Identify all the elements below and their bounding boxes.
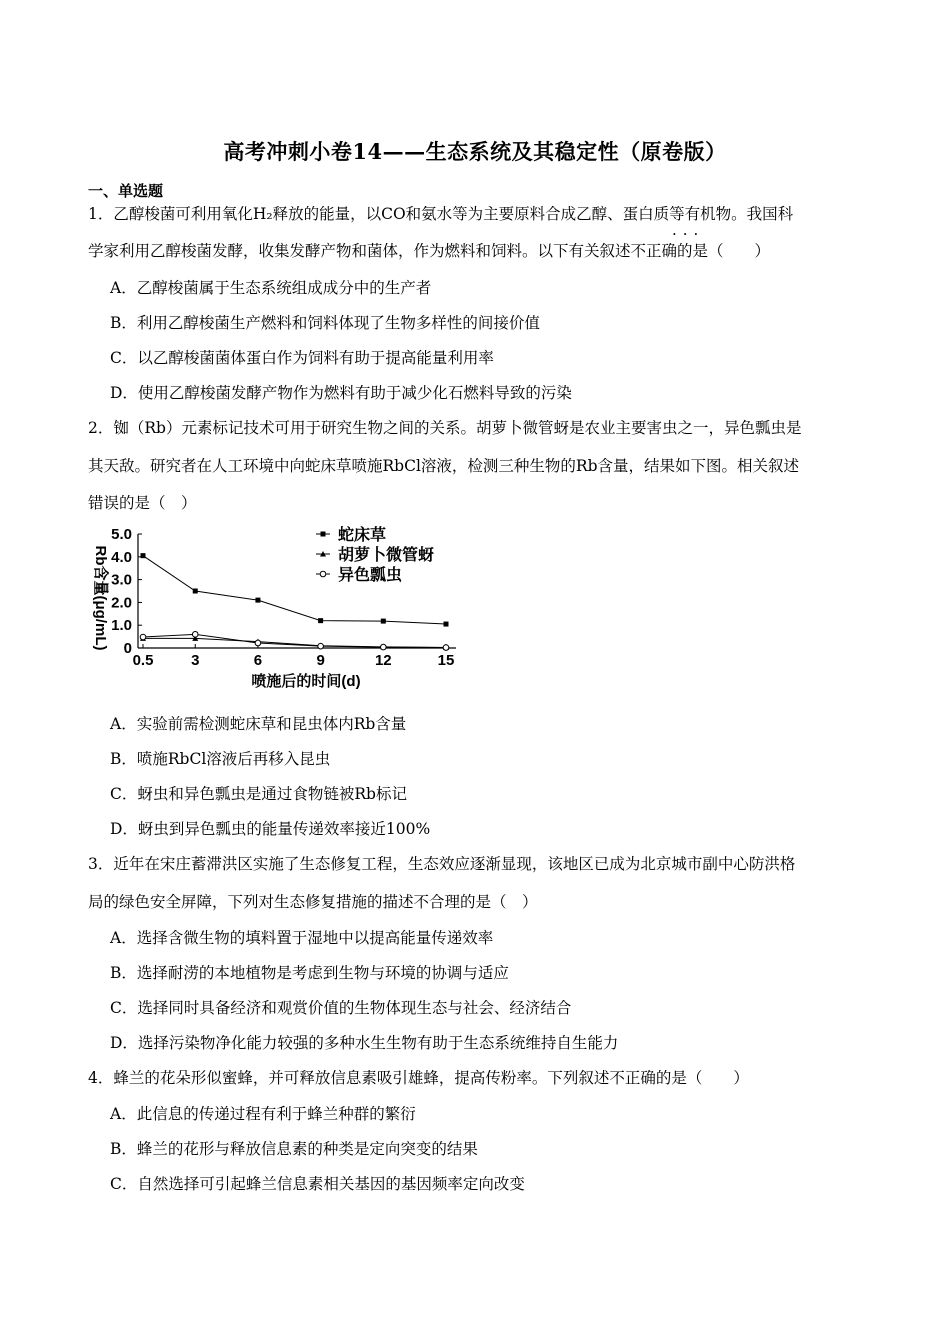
question-2-text-cont: 其天敌。研究者在人工环境中向蛇床草喷施RbCl溶液，检测三种生物的Rb含量，结果如下图。相关叙述 (88, 457, 800, 475)
data-point (255, 598, 260, 603)
x-axis-label: 喷施后的时间(d) (251, 673, 361, 690)
q3-option-c[interactable]: C．选择同时具备经济和观赏价值的生物体现生态与社会、经济结合 (110, 999, 572, 1017)
q2-option-a[interactable]: A．实验前需检测蛇床草和昆虫体内Rb含量 (110, 715, 407, 733)
data-point (255, 640, 261, 646)
question-3-text: 3．近年在宋庄蓄滞洪区实施了生态修复工程，生态效应逐渐显现，该地区已成为北京城市副中心防洪格 (88, 855, 796, 873)
x-tick-label: 6 (253, 652, 263, 669)
y-tick-label: 3.0 (111, 571, 132, 589)
legend-label: 异色瓢虫 (338, 567, 403, 584)
data-point (193, 589, 198, 594)
y-tick-label: 5.0 (111, 526, 132, 543)
q2-option-c[interactable]: C．蚜虫和异色瓢虫是通过食物链被Rb标记 (110, 785, 407, 803)
y-tick-label: 0 (123, 640, 132, 657)
data-point (318, 643, 324, 649)
section-heading: 一、单选题 (88, 182, 164, 200)
y-axis-label: Rb含量(μg/mL) (92, 545, 109, 651)
rb-content-chart (88, 520, 468, 698)
series-line (143, 556, 446, 624)
q4-option-a[interactable]: A．此信息的传递过程有利于蜂兰种群的繁衍 (110, 1105, 416, 1123)
data-point (381, 619, 386, 624)
question-2-text: 2．铷（Rb）元素标记技术可用于研究生物之间的关系。胡萝卜微管蚜是农业主要害虫之一，异色瓢虫是 (88, 419, 802, 437)
data-point (140, 634, 146, 640)
data-point (443, 645, 449, 651)
series-square (141, 553, 449, 626)
data-point (444, 622, 449, 627)
question-3-text-cont: 局的绿色安全屏障，下列对生态修复措施的描述不合理的是（ ） (88, 893, 538, 911)
data-point (320, 571, 326, 577)
data-point (321, 532, 326, 537)
question-2-text-cont2: 错误的是（ ） (88, 494, 197, 512)
q1-option-d[interactable]: D．使用乙醇梭菌发酵产物作为燃料有助于减少化石燃料导致的污染 (110, 384, 572, 402)
data-point (381, 644, 387, 650)
data-point (141, 553, 146, 558)
x-tick-label: 0.5 (132, 652, 154, 669)
question-1-text: 1．乙醇梭菌可利用氧化H₂释放的能量，以CO和氨水等为主要原料合成乙醇、蛋白质等有机物。我国科 (88, 205, 794, 223)
series-line (143, 638, 446, 647)
page-title: 高考冲刺小卷14——生态系统及其稳定性（原卷版） (223, 139, 727, 164)
q1-option-b[interactable]: B．利用乙醇梭菌生产燃料和饲料体现了生物多样性的间接价值 (110, 314, 540, 332)
q4-option-c[interactable]: C．自然选择可引起蜂兰信息素相关基因的基因频率定向改变 (110, 1175, 525, 1193)
data-point (192, 632, 198, 638)
emphasis-dots: ··· (672, 225, 705, 243)
q1-option-a[interactable]: A．乙醇梭菌属于生态系统组成成分中的生产者 (110, 279, 432, 297)
y-tick-label: 1.0 (111, 617, 132, 635)
q4-option-b[interactable]: B．蜂兰的花形与释放信息素的种类是定向突变的结果 (110, 1140, 478, 1158)
q2-option-d[interactable]: D．蚜虫到异色瓢虫的能量传递效率接近100% (110, 820, 431, 838)
q3-option-b[interactable]: B．选择耐涝的本地植物是考虑到生物与环境的协调与适应 (110, 964, 509, 982)
x-tick-label: 12 (374, 652, 392, 669)
y-tick-label: 2.0 (111, 594, 132, 612)
question-1-text-cont: 学家利用乙醇梭菌发酵，收集发酵产物和菌体，作为燃料和饲料。以下有关叙述不正确的是（ ） (88, 242, 771, 260)
chart-series (140, 553, 449, 650)
legend-label: 胡萝卜微管蚜 (338, 547, 435, 564)
data-point (318, 618, 323, 623)
x-tick-label: 15 (437, 652, 455, 669)
q1-option-c[interactable]: C．以乙醇梭菌菌体蛋白作为饲料有助于提高能量利用率 (110, 349, 494, 367)
y-tick-label: 4.0 (111, 548, 132, 566)
question-4-text: 4．蜂兰的花朵形似蜜蜂，并可释放信息素吸引雄蜂，提高传粉率。下列叙述不正确的是（ ） (88, 1069, 749, 1087)
x-tick-label: 3 (191, 652, 200, 669)
q2-option-b[interactable]: B．喷施RbCl溶液后再移入昆虫 (110, 750, 331, 768)
q3-option-a[interactable]: A．选择含微生物的填料置于湿地中以提高能量传递效率 (110, 929, 494, 947)
series-line (143, 634, 446, 647)
x-tick-label: 9 (316, 652, 325, 669)
chart-legend (316, 525, 434, 584)
legend-label: 蛇床草 (338, 527, 387, 544)
q3-option-d[interactable]: D．选择污染物净化能力较强的多种水生生物有助于生态系统维持自生能力 (110, 1034, 619, 1052)
